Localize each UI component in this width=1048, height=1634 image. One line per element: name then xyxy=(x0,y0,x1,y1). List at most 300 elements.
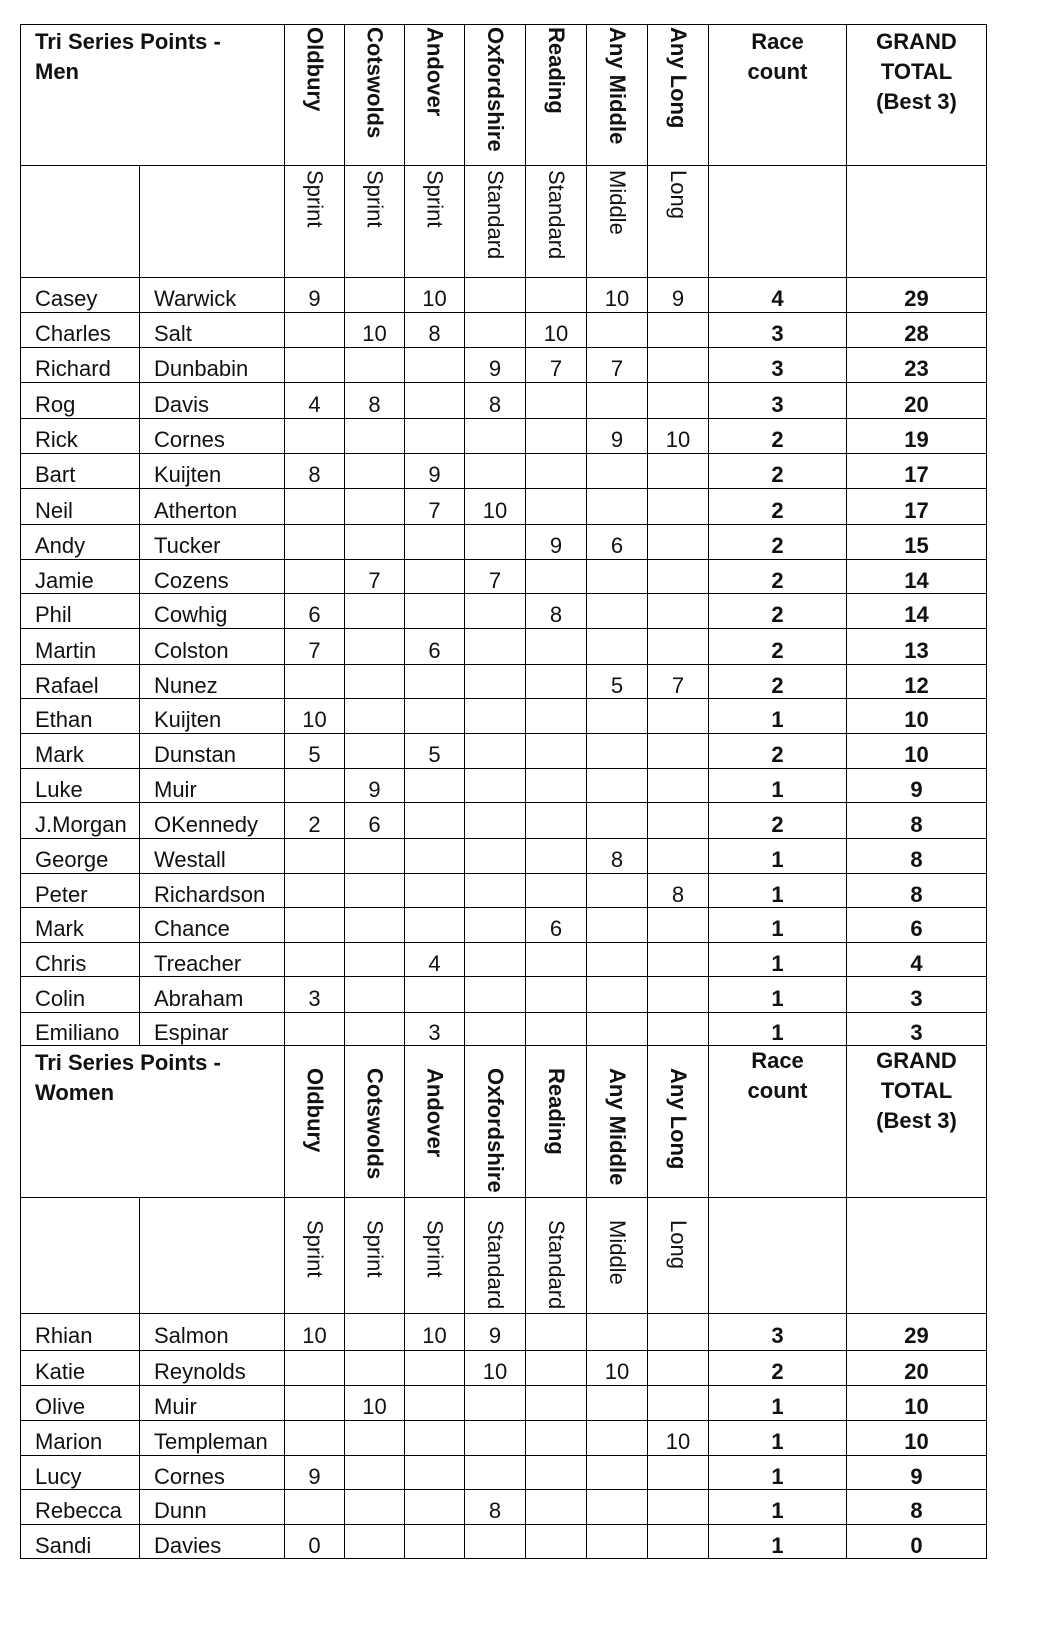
points-cell xyxy=(648,1351,709,1386)
distance-label: Sprint xyxy=(362,170,388,228)
points-cell xyxy=(648,560,709,594)
points-cell: 10 xyxy=(405,278,465,313)
points-cell: 7 xyxy=(345,560,405,594)
grand-total-header xyxy=(847,25,987,166)
points-cell xyxy=(405,699,465,734)
points-cell: 8 xyxy=(648,874,709,908)
points-cell xyxy=(648,594,709,629)
points-cell xyxy=(465,874,526,908)
points-cell xyxy=(345,629,405,665)
points-cell xyxy=(285,1013,345,1046)
points-cell: 8 xyxy=(345,383,405,419)
men-section-title xyxy=(21,25,285,166)
distance-label: Sprint xyxy=(362,1219,388,1278)
points-cell xyxy=(405,874,465,908)
first-name-cell: Peter xyxy=(21,874,140,908)
last-name-cell: Muir xyxy=(140,769,285,803)
grand-total-cell: 19 xyxy=(847,419,987,454)
points-cell xyxy=(587,1013,648,1046)
points-cell xyxy=(405,908,465,943)
points-cell: 7 xyxy=(285,629,345,665)
points-cell xyxy=(526,629,587,665)
table-row xyxy=(21,419,987,454)
first-name-cell: Mark xyxy=(21,734,140,769)
points-cell xyxy=(285,665,345,699)
points-cell xyxy=(526,278,587,313)
first-name-cell: Sandi xyxy=(21,1525,140,1559)
race-count-cell: 3 xyxy=(709,348,847,383)
last-name-cell: Dunn xyxy=(140,1490,285,1525)
distance-header xyxy=(405,166,465,278)
points-cell xyxy=(345,1351,405,1386)
grand-total-cell: 17 xyxy=(847,454,987,489)
venue-header xyxy=(648,1046,709,1198)
points-cell xyxy=(526,383,587,419)
points-cell xyxy=(587,383,648,419)
points-cell xyxy=(345,1421,405,1456)
title-line: Women xyxy=(35,1080,115,1105)
grand-total-cell: 4 xyxy=(847,943,987,977)
points-cell xyxy=(465,1421,526,1456)
points-cell: 7 xyxy=(648,665,709,699)
grand-total-cell: 3 xyxy=(847,1013,987,1046)
race-count-cell: 2 xyxy=(709,454,847,489)
empty-cell xyxy=(21,166,140,278)
race-count-cell: 1 xyxy=(709,1421,847,1456)
points-cell: 6 xyxy=(587,525,648,560)
points-cell xyxy=(465,454,526,489)
points-cell xyxy=(587,1490,648,1525)
points-cell xyxy=(345,278,405,313)
points-cell xyxy=(345,419,405,454)
grand-total-cell: 17 xyxy=(847,489,987,525)
venue-label: Oldbury xyxy=(302,1068,328,1153)
grand-total-cell: 14 xyxy=(847,594,987,629)
points-cell xyxy=(648,1013,709,1046)
points-cell xyxy=(526,1421,587,1456)
last-name-cell: Kuijten xyxy=(140,699,285,734)
points-cell xyxy=(648,383,709,419)
points-cell xyxy=(405,803,465,839)
points-cell xyxy=(648,699,709,734)
grand-total-cell: 6 xyxy=(847,908,987,943)
points-cell xyxy=(648,348,709,383)
points-cell xyxy=(648,489,709,525)
first-name-cell: Luke xyxy=(21,769,140,803)
points-cell xyxy=(526,734,587,769)
points-cell xyxy=(526,874,587,908)
points-cell xyxy=(345,348,405,383)
points-cell xyxy=(465,908,526,943)
points-cell xyxy=(405,419,465,454)
grand-total-header xyxy=(847,1046,987,1198)
last-name-cell: Dunstan xyxy=(140,734,285,769)
points-cell: 9 xyxy=(465,1314,526,1351)
last-name-cell: Muir xyxy=(140,1386,285,1421)
points-cell xyxy=(526,1314,587,1351)
race-count-cell: 1 xyxy=(709,1525,847,1559)
distance-header xyxy=(285,1197,345,1313)
points-cell xyxy=(587,489,648,525)
empty-cell xyxy=(709,1197,847,1313)
points-cell xyxy=(285,313,345,348)
venue-header xyxy=(345,25,405,166)
distance-header xyxy=(587,166,648,278)
grand-total-cell: 29 xyxy=(847,278,987,313)
distance-header xyxy=(465,166,526,278)
points-cell: 9 xyxy=(587,419,648,454)
points-cell: 6 xyxy=(526,908,587,943)
points-cell: 8 xyxy=(405,313,465,348)
distance-label: Sprint xyxy=(302,1219,328,1278)
first-name-cell: Lucy xyxy=(21,1456,140,1490)
points-cell xyxy=(526,943,587,977)
points-cell xyxy=(526,1386,587,1421)
points-cell xyxy=(345,977,405,1013)
table-row xyxy=(21,1351,987,1386)
race-count-cell: 1 xyxy=(709,1490,847,1525)
race-count-cell: 1 xyxy=(709,839,847,874)
distance-header xyxy=(526,1197,587,1313)
table-row xyxy=(21,594,987,629)
points-cell xyxy=(465,1525,526,1559)
points-cell xyxy=(465,665,526,699)
header-line: count xyxy=(747,1078,808,1103)
distance-label: Middle xyxy=(605,170,630,235)
points-cell xyxy=(526,1525,587,1559)
last-name-cell: Nunez xyxy=(140,665,285,699)
points-cell: 6 xyxy=(345,803,405,839)
points-cell xyxy=(587,313,648,348)
distance-header xyxy=(345,1197,405,1313)
table-row xyxy=(21,734,987,769)
points-cell: 10 xyxy=(285,1314,345,1351)
points-cell xyxy=(285,943,345,977)
last-name-cell: Salmon xyxy=(140,1314,285,1351)
points-cell xyxy=(465,803,526,839)
points-cell xyxy=(587,1421,648,1456)
table-row xyxy=(21,908,987,943)
venue-header xyxy=(465,25,526,166)
points-cell xyxy=(405,1351,465,1386)
first-name-cell: Mark xyxy=(21,908,140,943)
points-cell xyxy=(465,1456,526,1490)
points-cell xyxy=(648,977,709,1013)
points-cell xyxy=(526,419,587,454)
last-name-cell: Cornes xyxy=(140,1456,285,1490)
points-cell xyxy=(587,943,648,977)
grand-total-cell: 8 xyxy=(847,874,987,908)
points-cell xyxy=(405,1386,465,1421)
grand-total-cell: 10 xyxy=(847,1386,987,1421)
points-cell xyxy=(345,1525,405,1559)
last-name-cell: Atherton xyxy=(140,489,285,525)
table-row xyxy=(21,1421,987,1456)
venue-header xyxy=(465,1046,526,1198)
table-row xyxy=(21,1490,987,1525)
points-cell xyxy=(526,1456,587,1490)
first-name-cell: J.Morgan xyxy=(21,803,140,839)
points-cell xyxy=(405,977,465,1013)
first-name-cell: Rebecca xyxy=(21,1490,140,1525)
table-row xyxy=(21,348,987,383)
points-cell xyxy=(345,1013,405,1046)
distance-label: Sprint xyxy=(302,170,328,228)
venue-label: Reading xyxy=(544,27,569,114)
table-row xyxy=(21,665,987,699)
race-count-cell: 3 xyxy=(709,1314,847,1351)
points-cell xyxy=(465,594,526,629)
grand-total-cell: 28 xyxy=(847,313,987,348)
first-name-cell: Casey xyxy=(21,278,140,313)
last-name-cell: Treacher xyxy=(140,943,285,977)
points-cell xyxy=(648,839,709,874)
points-cell xyxy=(405,1456,465,1490)
points-cell xyxy=(587,1456,648,1490)
race-count-cell: 2 xyxy=(709,1351,847,1386)
first-name-cell: Chris xyxy=(21,943,140,977)
first-name-cell: Rafael xyxy=(21,665,140,699)
venue-header xyxy=(526,25,587,166)
points-cell: 10 xyxy=(465,489,526,525)
race-count-cell: 2 xyxy=(709,665,847,699)
points-cell xyxy=(587,560,648,594)
table-row xyxy=(21,383,987,419)
grand-total-cell: 0 xyxy=(847,1525,987,1559)
points-cell xyxy=(587,629,648,665)
points-cell: 3 xyxy=(405,1013,465,1046)
table-row xyxy=(21,874,987,908)
points-cell: 5 xyxy=(285,734,345,769)
points-cell xyxy=(526,769,587,803)
table-row xyxy=(21,803,987,839)
points-cell: 10 xyxy=(405,1314,465,1351)
race-count-cell: 3 xyxy=(709,383,847,419)
venue-label: Oxfordshire xyxy=(483,1068,508,1193)
points-cell xyxy=(465,769,526,803)
men-header-row xyxy=(21,25,987,166)
empty-cell xyxy=(847,166,987,278)
table-row xyxy=(21,629,987,665)
points-cell: 10 xyxy=(587,1351,648,1386)
points-cell: 9 xyxy=(285,278,345,313)
header-line: TOTAL xyxy=(880,1078,953,1103)
race-count-cell: 1 xyxy=(709,943,847,977)
points-cell xyxy=(285,1351,345,1386)
distance-label: Standard xyxy=(544,170,569,260)
race-count-cell: 1 xyxy=(709,874,847,908)
points-cell: 7 xyxy=(587,348,648,383)
last-name-cell: OKennedy xyxy=(140,803,285,839)
points-cell xyxy=(526,1490,587,1525)
table-row xyxy=(21,943,987,977)
points-cell xyxy=(285,348,345,383)
points-cell: 4 xyxy=(285,383,345,419)
points-cell: 9 xyxy=(465,348,526,383)
points-cell xyxy=(345,943,405,977)
points-cell xyxy=(587,699,648,734)
venue-label: Any Middle xyxy=(605,1068,630,1186)
race-count-header xyxy=(709,25,847,166)
empty-cell xyxy=(21,1197,140,1313)
women-distance-row xyxy=(21,1197,987,1313)
first-name-cell: Richard xyxy=(21,348,140,383)
race-count-cell: 1 xyxy=(709,908,847,943)
points-cell xyxy=(648,454,709,489)
points-cell xyxy=(587,908,648,943)
points-cell xyxy=(648,908,709,943)
points-cell: 6 xyxy=(285,594,345,629)
table-row xyxy=(21,977,987,1013)
points-cell xyxy=(648,1314,709,1351)
points-cell xyxy=(587,803,648,839)
venue-header xyxy=(648,25,709,166)
first-name-cell: Charles xyxy=(21,313,140,348)
grand-total-cell: 23 xyxy=(847,348,987,383)
points-cell: 8 xyxy=(465,1490,526,1525)
grand-total-cell: 3 xyxy=(847,977,987,1013)
venue-header xyxy=(405,25,465,166)
points-cell xyxy=(405,1421,465,1456)
points-cell xyxy=(345,594,405,629)
points-cell xyxy=(345,908,405,943)
grand-total-cell: 14 xyxy=(847,560,987,594)
points-cell xyxy=(587,769,648,803)
last-name-cell: Templeman xyxy=(140,1421,285,1456)
points-cell xyxy=(648,525,709,560)
first-name-cell: Rhian xyxy=(21,1314,140,1351)
table-row xyxy=(21,699,987,734)
distance-label: Long xyxy=(666,170,691,219)
distance-label: Standard xyxy=(483,1219,508,1309)
points-cell xyxy=(405,560,465,594)
women-section-title xyxy=(21,1046,285,1198)
last-name-cell: Westall xyxy=(140,839,285,874)
points-cell xyxy=(465,1386,526,1421)
title-line: Tri Series Points - xyxy=(35,1050,221,1075)
points-cell xyxy=(465,525,526,560)
points-cell xyxy=(465,313,526,348)
header-line: Race xyxy=(751,1048,804,1073)
points-cell xyxy=(526,1351,587,1386)
first-name-cell: George xyxy=(21,839,140,874)
header-line: TOTAL xyxy=(880,59,953,84)
points-cell: 8 xyxy=(587,839,648,874)
header-line: Race xyxy=(751,29,804,54)
points-cell: 8 xyxy=(465,383,526,419)
points-cell xyxy=(465,699,526,734)
points-cell xyxy=(405,1525,465,1559)
grand-total-cell: 29 xyxy=(847,1314,987,1351)
points-cell xyxy=(526,699,587,734)
race-count-cell: 1 xyxy=(709,699,847,734)
race-count-cell: 1 xyxy=(709,1386,847,1421)
race-count-cell: 2 xyxy=(709,419,847,454)
first-name-cell: Andy xyxy=(21,525,140,560)
first-name-cell: Colin xyxy=(21,977,140,1013)
grand-total-cell: 13 xyxy=(847,629,987,665)
first-name-cell: Ethan xyxy=(21,699,140,734)
venue-header xyxy=(405,1046,465,1198)
points-cell: 8 xyxy=(526,594,587,629)
points-cell: 10 xyxy=(648,1421,709,1456)
points-cell: 5 xyxy=(405,734,465,769)
points-cell xyxy=(587,1386,648,1421)
race-count-cell: 1 xyxy=(709,769,847,803)
distance-label: Standard xyxy=(483,170,508,260)
points-cell xyxy=(648,1456,709,1490)
points-cell xyxy=(405,348,465,383)
race-count-cell: 2 xyxy=(709,525,847,560)
points-cell xyxy=(465,734,526,769)
distance-header xyxy=(345,166,405,278)
points-cell xyxy=(587,1314,648,1351)
last-name-cell: Warwick xyxy=(140,278,285,313)
table-row xyxy=(21,313,987,348)
race-count-cell: 2 xyxy=(709,734,847,769)
last-name-cell: Dunbabin xyxy=(140,348,285,383)
points-cell xyxy=(285,1386,345,1421)
points-cell: 6 xyxy=(405,629,465,665)
points-cell xyxy=(648,313,709,348)
distance-label: Sprint xyxy=(422,170,448,228)
first-name-cell: Emiliano xyxy=(21,1013,140,1046)
points-cell: 10 xyxy=(465,1351,526,1386)
venue-header xyxy=(285,1046,345,1198)
distance-label: Sprint xyxy=(422,1219,448,1278)
points-cell xyxy=(345,1490,405,1525)
points-cell xyxy=(465,278,526,313)
points-cell xyxy=(648,1490,709,1525)
table-row xyxy=(21,489,987,525)
race-count-cell: 4 xyxy=(709,278,847,313)
header-line: count xyxy=(747,59,808,84)
points-cell xyxy=(648,1386,709,1421)
venue-label: Andover xyxy=(422,1068,448,1158)
points-cell: 8 xyxy=(285,454,345,489)
points-cell xyxy=(345,699,405,734)
first-name-cell: Rick xyxy=(21,419,140,454)
first-name-cell: Bart xyxy=(21,454,140,489)
grand-total-cell: 10 xyxy=(847,1421,987,1456)
points-cell xyxy=(345,489,405,525)
points-cell: 10 xyxy=(587,278,648,313)
points-cell xyxy=(285,489,345,525)
points-cell: 4 xyxy=(405,943,465,977)
header-line: GRAND xyxy=(876,29,957,54)
header-line: GRAND xyxy=(876,1048,957,1073)
last-name-cell: Davies xyxy=(140,1525,285,1559)
points-cell xyxy=(285,560,345,594)
points-cell: 10 xyxy=(648,419,709,454)
last-name-cell: Cozens xyxy=(140,560,285,594)
points-cell: 9 xyxy=(285,1456,345,1490)
first-name-cell: Marion xyxy=(21,1421,140,1456)
first-name-cell: Olive xyxy=(21,1386,140,1421)
points-cell xyxy=(648,1525,709,1559)
grand-total-cell: 20 xyxy=(847,1351,987,1386)
table-row xyxy=(21,769,987,803)
points-cell xyxy=(526,977,587,1013)
table-row xyxy=(21,1314,987,1351)
last-name-cell: Colston xyxy=(140,629,285,665)
distance-label: Standard xyxy=(544,1219,569,1309)
table-row xyxy=(21,278,987,313)
grand-total-cell: 8 xyxy=(847,839,987,874)
points-cell xyxy=(345,454,405,489)
points-cell xyxy=(345,1314,405,1351)
points-sheet xyxy=(20,24,987,1559)
